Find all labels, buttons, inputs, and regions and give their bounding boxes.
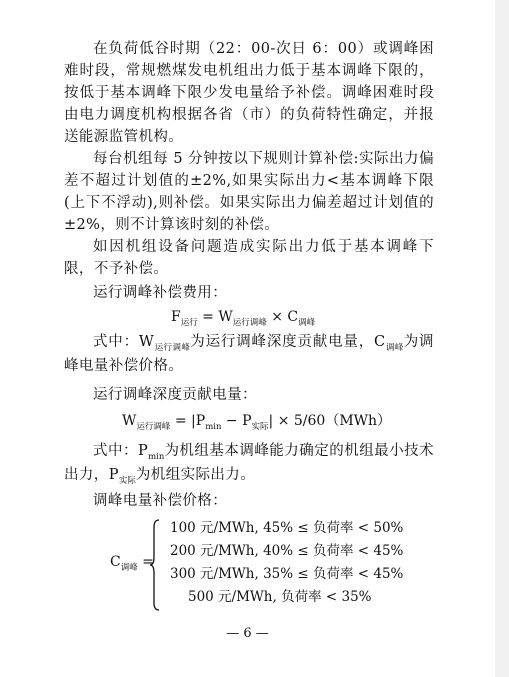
paragraph-equipment-problem: 如因机组设备问题造成实际出力低于基本调峰下限，不予补偿。 (64, 239, 434, 277)
left-brace-icon (150, 519, 160, 611)
price-case-row: 300 元/MWh, 35% ≤ 负荷率 < 45% (170, 566, 404, 582)
paragraph-fee-explanation: 式中：$W_{运行调峰}$为运行调峰深度贡献电量，$C_{调峰}$为调峰电量补偿价格。 (64, 334, 434, 374)
paragraph-fee-label: 运行调峰补偿费用： (93, 285, 228, 301)
paragraph-price-label: 调峰电量补偿价格： (93, 493, 228, 509)
paragraph-valley-period: 在负荷低谷时期（22：00-次日 6：00）或调峰困难时段，常规燃煤发电机组出力低于基本调峰下限的，按低于基本调峰下限少发电量给予补偿。调峰困难时段由电力调度机构根据各省（市）的负荷特性确定，并报送能源监管机构。 (64, 41, 434, 145)
paragraph-depth-label: 运行调峰深度贡献电量： (93, 387, 257, 403)
formula-price-lhs: $C_{调峰}$ = (110, 554, 154, 573)
page-edge (495, 0, 509, 677)
paragraph-5min-rule: 每台机组每 5 分钟按以下规则计算补偿:实际出力偏差不超过计划值的±2%,如果实际出力<基本调峰下限(上下不浮动),则补偿。如果实际出力偏差超过计划值的±2%，则不计算该时刻的补偿。 (64, 151, 434, 233)
price-case-row: 100 元/MWh, 45% ≤ 负荷率 < 50% (170, 520, 404, 536)
formula-depth: $W_{运行调峰} = |P_{min} - P_{实际}| \times 5/60(MWh)$ (122, 413, 392, 432)
price-case-row: 200 元/MWh, 40% ≤ 负荷率 < 45% (170, 543, 404, 559)
price-case-row: 500 元/MWh, 负荷率 < 35% (188, 589, 372, 605)
page-number: — 6 — (226, 626, 269, 641)
paragraph-depth-explanation: 式中：$P_{min}$为机组基本调峰能力确定的机组最小技术出力，$P_{实际}$为机组实际出力。 (64, 443, 435, 486)
formula-fee: $F_{运行} = W_{运行调峰} \times C_{调峰}$ (171, 309, 316, 328)
